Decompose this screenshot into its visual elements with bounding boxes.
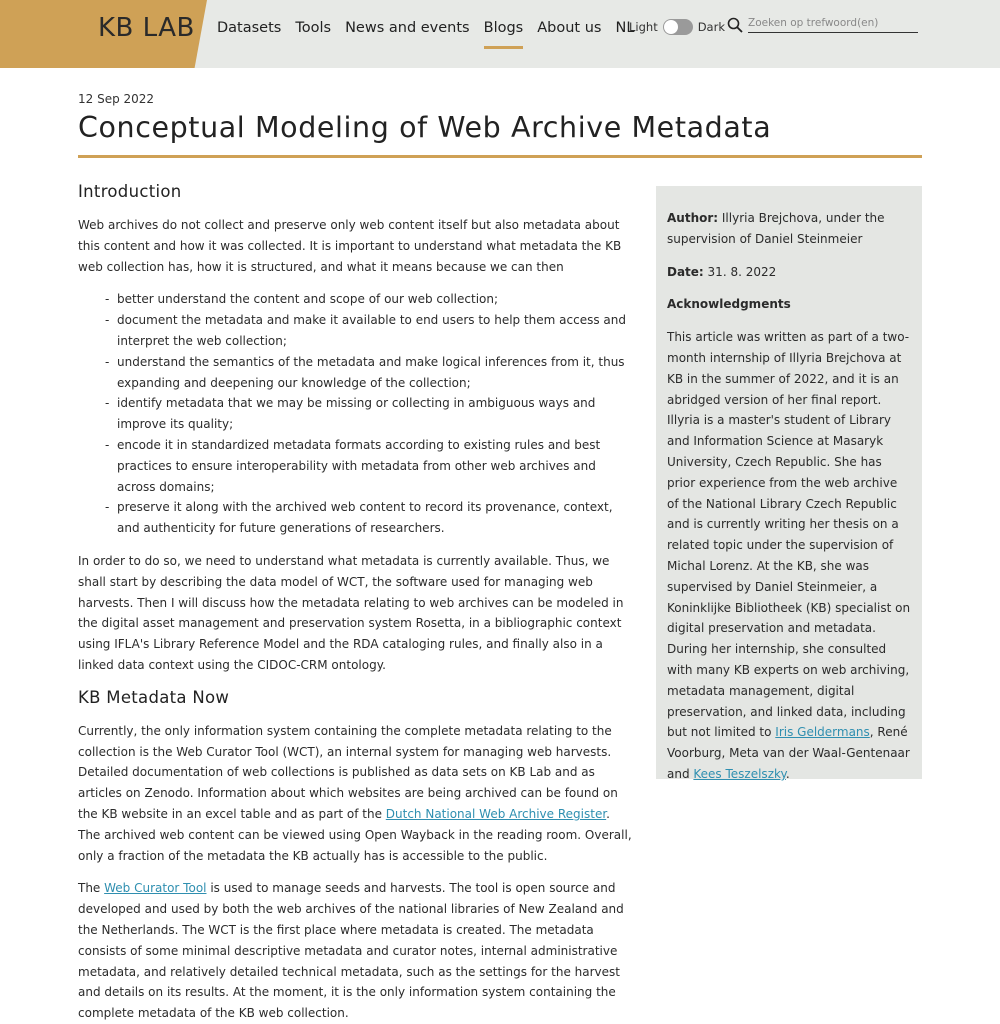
iris-geldermans-link[interactable]: Iris Geldermans [775, 725, 870, 740]
date-value: 31. 8. 2022 [703, 264, 777, 279]
dutch-web-archive-register-link[interactable]: Dutch National Web Archive Register [385, 806, 607, 821]
theme-toggle[interactable] [663, 19, 693, 35]
article-meta-sidebar [656, 186, 922, 779]
section-heading-kb-metadata-now: KB Metadata Now [78, 687, 230, 707]
intro-paragraph: Web archives do not collect and preserve only web content itself but also metadata about this content and how it was collected. It is important to understand what metadata the KB web collection has, how it is structured, and what it means because we can then [78, 218, 622, 274]
nav-about-us[interactable]: About us [537, 20, 602, 36]
ack-text: This article was written as part of a two-month internship of Illyria Brejchova at KB in the summer of 2022, and it is an abridged version of her final report. Illyria is a master's student of Library and Information Science at Masaryk University, Czech Republic. She has prior experience from the web archive of the National Library Czech Republic and is currently writing her thesis on a related topic under the supervision of Michal Lorenz. At the KB, she was supervised by Daniel Steinmeier, a Koninklijke Bibliotheek (KB) specialist on digital preservation and metadata. During her internship, she consulted with many KB experts on web archiving, metadata management, digital preservation, and linked data, including but not limited to [667, 330, 911, 740]
list-item: - encode it in standardized metadata formats according to existing rules and best practices to ensure interoperability with metadata from other web archives and across domains; [78, 435, 634, 497]
paragraph-text: . The archived web content can be viewed using Open Wayback in the reading room. Overall, only a fraction of the metadata the KB actually has is accessible to the public. [78, 806, 632, 863]
list-item: - identify metadata that we may be missing or collecting in ambiguous ways and improve its quality; [78, 393, 634, 435]
date-info [667, 262, 911, 283]
acknowledgments-heading [667, 294, 911, 315]
list-item: - better understand the content and scope of our web collection; [78, 289, 634, 310]
search-input[interactable] [748, 17, 918, 33]
article-body [78, 182, 634, 1024]
kb-metadata-paragraph-2 [78, 878, 634, 1024]
nav-blogs[interactable]: Blogs [484, 18, 524, 49]
nav-language-nl[interactable]: NL [615, 20, 635, 36]
theme-light-label: Light [629, 20, 658, 34]
web-curator-tool-link[interactable]: Web Curator Tool [104, 881, 207, 896]
theme-dark-label: Dark [697, 20, 725, 34]
paragraph-text: is used to manage seeds and harvests. The tool is open source and developed and used by both the web archives of the national libraries of New Zealand and the Netherlands. The WCT is the first place where metadata is created. The metadata consists of some minimal descriptive metadata and curator notes, internal administrative metadata, and relatively detailed technical metadata, such as the settings for the harvest and details on its results. At the moment, it is the only information system containing the complete metadata of the KB web collection. [78, 881, 624, 1021]
author-value: Illyria Brejchova, under the supervision of Daniel Steinmeier [667, 211, 885, 246]
paragraph-text: The [78, 881, 105, 896]
acknowledgments-text [667, 327, 911, 785]
search-bar [727, 17, 918, 33]
toggle-knob [664, 20, 678, 34]
article-date: 12 Sep 2022 [78, 92, 155, 106]
author-label: Author: [667, 211, 719, 225]
main-nav [217, 18, 648, 49]
nav-datasets[interactable]: Datasets [217, 20, 282, 36]
kb-metadata-paragraph-1 [78, 721, 634, 867]
section-heading-introduction: Introduction [78, 182, 182, 201]
date-label: Date: [667, 264, 704, 279]
nav-tools[interactable]: Tools [295, 20, 332, 36]
kees-teszelszky-link[interactable]: Kees Teszelszky [693, 766, 786, 781]
nav-news-and-events[interactable]: News and events [345, 20, 470, 36]
acknowledgments-heading-text: Acknowledgments [667, 297, 791, 312]
search-icon[interactable] [727, 17, 743, 33]
list-item: - preserve it along with the archived web content to record its provenance, context, and authenticity for future generations of researchers. [78, 497, 634, 539]
paragraph-text: Currently, the only information system containing the complete metadata relating to the collection is the Web Curator Tool (WCT), an internal system for managing web harvests. Detailed documentation of web collections is published as data sets on KB Lab and as articles on Zenodo. Information about which websites are being archived can be found on the KB website in an excel table and as part of the [78, 723, 618, 821]
author-info [667, 208, 911, 250]
kb-lab-logo[interactable]: KB LAB [98, 13, 195, 43]
site-header [0, 0, 1000, 68]
title-divider [78, 155, 922, 158]
theme-switch [629, 19, 725, 35]
article-title: Conceptual Modeling of Web Archive Metadata [78, 111, 772, 144]
ack-text: , René Voorburg, Meta van der Waal-Gentenaar and [667, 725, 910, 781]
ack-text: . [785, 766, 790, 781]
list-item: - document the metadata and make it available to end users to help them access and interpret the web collection; [78, 310, 634, 352]
list-item: - understand the semantics of the metadata and make logical inferences from it, thus expanding and deepening our knowledge of the collection; [78, 352, 634, 394]
intro-paragraph-2: In order to do so, we need to understand what metadata is currently available. Thus, we shall start by describing the data model of WCT, the software used for managing web harvests. Then I will discuss how the metadata relating to web archives can be modeled in the digital asset management and preservation system Rosetta, in a bibliographic context using IFLA's Library Reference Model and the RDA cataloging rules, and finally also in a linked data context using the CIDOC-CRM ontology. [78, 553, 624, 672]
intro-bullet-list [78, 289, 634, 539]
